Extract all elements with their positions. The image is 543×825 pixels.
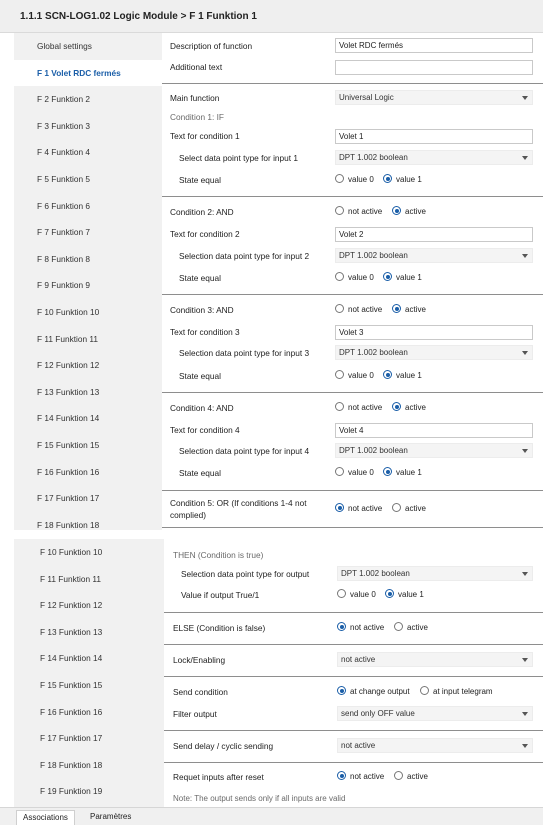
separator: [162, 392, 543, 393]
sidebar-item-label: F 17 Funktion 17: [37, 493, 100, 504]
sidebar-item[interactable]: [14, 272, 162, 298]
sidebar-item[interactable]: [14, 60, 162, 86]
radio-on-icon: [392, 304, 401, 313]
sidebar-top: [14, 33, 162, 530]
sidebar-item-label: F 8 Funktion 8: [37, 253, 91, 264]
output-dpt-label: Selection data point type for output: [181, 569, 310, 579]
requet-active-radio[interactable]: [394, 770, 428, 784]
condition3-text-label: Text for condition 3: [170, 327, 240, 337]
else-active-radio[interactable]: [394, 621, 428, 635]
output-dpt-value: DPT 1.002 boolean: [341, 569, 410, 578]
condition4-label: Condition 4: AND: [170, 403, 234, 413]
condition1-text-input[interactable]: Volet 1: [335, 129, 533, 144]
radio-label: not active: [350, 772, 385, 781]
sidebar-item[interactable]: [14, 193, 162, 219]
radio-label: value 1: [398, 590, 424, 599]
sidebar-item-label: F 19 Funktion 19: [40, 786, 103, 797]
condition3-value0-radio[interactable]: [335, 369, 374, 383]
sidebar-item[interactable]: [14, 619, 164, 645]
radio-label: value 1: [396, 175, 422, 184]
sidebar-item[interactable]: [14, 139, 162, 165]
condition2-dpt-value: DPT 1.002 boolean: [339, 251, 408, 260]
output-note: Note: The output sends only if all inputs are valid: [173, 794, 346, 803]
main-function-value: Universal Logic: [339, 93, 394, 102]
radio-label: active: [405, 305, 426, 314]
sidebar-item-label: F 12 Funktion 12: [40, 600, 103, 611]
condition2-not-active-radio[interactable]: [335, 205, 382, 219]
additional-text-input[interactable]: [335, 60, 533, 75]
condition1-dpt-value: DPT 1.002 boolean: [339, 153, 408, 162]
sidebar-item[interactable]: [14, 299, 162, 325]
sidebar-item[interactable]: [14, 219, 162, 245]
radio-on-icon: [392, 402, 401, 411]
filter-output-select[interactable]: [337, 706, 533, 721]
sidebar-item-label: F 1 Volet RDC fermés: [37, 67, 121, 78]
sidebar-item[interactable]: [14, 352, 162, 378]
radio-off-icon: [335, 402, 344, 411]
radio-off-icon: [335, 206, 344, 215]
send-at-change-radio[interactable]: [337, 685, 410, 699]
radio-on-icon: [383, 467, 392, 476]
output-dpt-select[interactable]: [337, 566, 533, 581]
separator: [162, 83, 543, 84]
chevron-down-icon: [522, 254, 528, 258]
additional-text-label: Additional text: [170, 62, 223, 72]
condition2-dpt-select[interactable]: [335, 248, 533, 263]
tab-parametres[interactable]: Paramètres: [90, 812, 132, 821]
window-header: [0, 0, 543, 33]
send-at-input-radio[interactable]: [420, 685, 493, 699]
sidebar-item-label: F 16 Funktion 16: [37, 466, 100, 477]
radio-label: value 0: [350, 590, 376, 599]
sidebar-item-label: F 14 Funktion 14: [40, 653, 103, 664]
condition1-text-label: Text for condition 1: [170, 131, 240, 141]
sidebar-item-label: F 11 Funktion 11: [40, 573, 102, 584]
parameters-panel-top: [162, 33, 543, 530]
radio-label: active: [405, 207, 426, 216]
bottom-tab-bar: [0, 807, 543, 825]
radio-off-icon: [392, 503, 401, 512]
sidebar-item[interactable]: [14, 539, 164, 565]
separator: [164, 612, 543, 613]
radio-on-icon: [337, 686, 346, 695]
condition4-state-label: State equal: [179, 468, 221, 478]
sidebar-item-label: F 16 Funktion 16: [40, 706, 103, 717]
sidebar-item[interactable]: [14, 379, 162, 405]
lock-label: Lock/Enabling: [173, 655, 226, 665]
sidebar-item[interactable]: [14, 326, 162, 352]
description-label: Description of function: [170, 41, 253, 51]
chevron-down-icon: [522, 744, 528, 748]
sidebar-item-label: F 18 Funktion 18: [40, 759, 103, 770]
condition3-active-radio[interactable]: [392, 303, 426, 317]
chevron-down-icon: [522, 658, 528, 662]
condition4-dpt-select[interactable]: [335, 443, 533, 458]
sidebar-item[interactable]: [14, 645, 164, 671]
condition1-state-label: State equal: [179, 175, 221, 185]
sidebar-item[interactable]: [14, 405, 162, 431]
radio-label: value 0: [348, 175, 374, 184]
sidebar-item-label: F 15 Funktion 15: [37, 440, 100, 450]
radio-label: value 0: [348, 468, 374, 477]
sidebar-item-label: F 12 Funktion 12: [37, 360, 100, 371]
condition4-text-input[interactable]: Volet 4: [335, 423, 533, 438]
condition4-not-active-radio[interactable]: [335, 401, 382, 415]
radio-label: active: [407, 623, 428, 632]
chevron-down-icon: [522, 449, 528, 453]
separator: [162, 196, 543, 197]
condition2-active-radio[interactable]: [392, 205, 426, 219]
sidebar-item-label: F 13 Funktion 13: [40, 626, 103, 637]
requet-inputs-label: Requet inputs after reset: [173, 772, 264, 782]
output-value1-radio[interactable]: [385, 588, 424, 602]
radio-label: at input telegram: [433, 687, 493, 696]
radio-off-icon: [420, 686, 429, 695]
filter-output-label: Filter output: [173, 709, 217, 719]
condition5-not-active-radio[interactable]: [335, 502, 382, 516]
radio-label: not active: [348, 403, 383, 412]
radio-label: value 1: [396, 371, 422, 380]
radio-on-icon: [383, 174, 392, 183]
section-gap: [0, 530, 543, 539]
radio-label: value 1: [396, 468, 422, 477]
send-delay-select[interactable]: [337, 738, 533, 753]
separator: [162, 490, 543, 491]
sidebar-item[interactable]: [14, 725, 164, 751]
radio-label: value 0: [348, 273, 374, 282]
sidebar-item-label: F 9 Funktion 9: [37, 280, 91, 291]
separator: [162, 527, 543, 528]
sidebar-item[interactable]: [14, 166, 162, 192]
page-title: 1.1.1 SCN-LOG1.02 Logic Module > F 1 Funktion 1: [20, 11, 257, 22]
sidebar-item[interactable]: [14, 485, 162, 511]
radio-label: value 1: [396, 273, 422, 282]
condition4-text-label: Text for condition 4: [170, 425, 240, 435]
sidebar-item[interactable]: [14, 246, 162, 272]
chevron-down-icon: [522, 712, 528, 716]
radio-label: not active: [350, 623, 385, 632]
condition4-value1-radio[interactable]: [383, 466, 422, 480]
else-label: ELSE (Condition is false): [173, 623, 266, 633]
sidebar-item-label: Global settings: [37, 41, 92, 51]
lock-select[interactable]: [337, 652, 533, 667]
condition2-text-input[interactable]: Volet 2: [335, 227, 533, 242]
condition4-dpt-label: Selection data point type for input 4: [179, 446, 310, 456]
radio-off-icon: [394, 622, 403, 631]
sidebar-item-label: F 17 Funktion 17: [40, 733, 103, 744]
condition3-dpt-select[interactable]: [335, 345, 533, 360]
sidebar-item-label: F 6 Funktion 6: [37, 200, 91, 211]
condition1-value1-radio[interactable]: [383, 173, 422, 187]
chevron-down-icon: [522, 351, 528, 355]
sidebar-item[interactable]: [14, 752, 164, 778]
sidebar-item[interactable]: [14, 592, 164, 618]
lock-value: not active: [341, 655, 376, 664]
radio-on-icon: [337, 622, 346, 631]
condition2-dpt-label: Selection data point type for input 2: [179, 251, 310, 261]
condition4-active-radio[interactable]: [392, 401, 426, 415]
condition5-label-line1: Condition 5: OR (If conditions 1-4 not: [170, 498, 307, 508]
main-function-label: Main function: [170, 93, 220, 103]
separator: [162, 294, 543, 295]
separator: [164, 644, 543, 645]
sidebar-item-label: F 18 Funktion 18: [37, 519, 100, 530]
parameters-panel-bottom: [164, 539, 543, 807]
else-not-active-radio[interactable]: [337, 621, 384, 635]
condition2-value0-radio[interactable]: [335, 271, 374, 285]
radio-off-icon: [335, 467, 344, 476]
radio-label: not active: [348, 207, 383, 216]
tab-associations[interactable]: Associations: [16, 810, 75, 825]
radio-off-icon: [335, 174, 344, 183]
radio-on-icon: [392, 206, 401, 215]
condition2-state-label: State equal: [179, 273, 221, 283]
sidebar-item[interactable]: [14, 566, 164, 592]
condition1-heading: Condition 1: IF: [170, 112, 224, 122]
condition3-label: Condition 3: AND: [170, 305, 234, 315]
chevron-down-icon: [522, 156, 528, 160]
condition3-dpt-label: Selection data point type for input 3: [179, 348, 310, 358]
sidebar-item-label: F 11 Funktion 11: [37, 333, 99, 344]
radio-label: not active: [348, 504, 383, 513]
chevron-down-icon: [522, 572, 528, 576]
condition5-active-radio[interactable]: [392, 502, 426, 516]
sidebar-item-label: F 2 Funktion 2: [37, 94, 91, 105]
sidebar-item[interactable]: [14, 33, 162, 59]
sidebar-item-label: F 14 Funktion 14: [37, 413, 100, 424]
radio-label: active: [407, 772, 428, 781]
requet-not-active-radio[interactable]: [337, 770, 384, 784]
sidebar-item-label: F 15 Funktion 15: [40, 680, 103, 690]
radio-label: active: [405, 403, 426, 412]
radio-label: value 0: [348, 371, 374, 380]
chevron-down-icon: [522, 96, 528, 100]
sidebar-item-label: F 10 Funktion 10: [40, 547, 103, 557]
separator: [164, 730, 543, 731]
radio-label: at change output: [350, 687, 410, 696]
radio-on-icon: [385, 589, 394, 598]
sidebar-item[interactable]: [14, 432, 162, 458]
radio-on-icon: [337, 771, 346, 780]
condition3-text-input[interactable]: Volet 3: [335, 325, 533, 340]
sidebar-item-label: F 4 Funktion 4: [37, 147, 91, 158]
condition4-value0-radio[interactable]: [335, 466, 374, 480]
main-function-select[interactable]: [335, 90, 533, 105]
condition4-dpt-value: DPT 1.002 boolean: [339, 446, 408, 455]
radio-on-icon: [383, 370, 392, 379]
sidebar-item-label: F 10 Funktion 10: [37, 307, 100, 317]
sidebar-item[interactable]: [14, 113, 162, 139]
sidebar-item[interactable]: [14, 778, 164, 804]
radio-label: active: [405, 504, 426, 513]
radio-off-icon: [394, 771, 403, 780]
send-condition-label: Send condition: [173, 687, 228, 697]
condition2-text-label: Text for condition 2: [170, 229, 240, 239]
sidebar-item[interactable]: [14, 672, 164, 698]
condition1-dpt-label: Select data point type for input 1: [179, 153, 299, 163]
condition1-dpt-select[interactable]: [335, 150, 533, 165]
radio-label: not active: [348, 305, 383, 314]
output-true-label: Value if output True/1: [181, 590, 260, 600]
condition2-label: Condition 2: AND: [170, 207, 234, 217]
condition3-dpt-value: DPT 1.002 boolean: [339, 348, 408, 357]
description-input[interactable]: Volet RDC fermés: [335, 38, 533, 53]
sidebar-item[interactable]: [14, 86, 162, 112]
send-delay-value: not active: [341, 741, 376, 750]
sidebar-item-label: F 3 Funktion 3: [37, 120, 91, 131]
sidebar-bottom: [14, 539, 164, 807]
radio-off-icon: [335, 272, 344, 281]
condition5-label-line2: complied): [170, 510, 206, 520]
send-delay-label: Send delay / cyclic sending: [173, 741, 274, 751]
separator: [164, 676, 543, 677]
condition3-not-active-radio[interactable]: [335, 303, 382, 317]
condition3-value1-radio[interactable]: [383, 369, 422, 383]
sidebar-item-label: F 5 Funktion 5: [37, 174, 91, 184]
sidebar-item[interactable]: [14, 459, 162, 485]
radio-on-icon: [383, 272, 392, 281]
sidebar-item-label: F 13 Funktion 13: [37, 386, 100, 397]
sidebar-item-label: F 7 Funktion 7: [37, 227, 91, 238]
condition2-value1-radio[interactable]: [383, 271, 422, 285]
filter-output-value: send only OFF value: [341, 709, 415, 718]
radio-off-icon: [337, 589, 346, 598]
radio-off-icon: [335, 304, 344, 313]
separator: [164, 762, 543, 763]
sidebar-item[interactable]: [14, 699, 164, 725]
output-value0-radio[interactable]: [337, 588, 376, 602]
radio-off-icon: [335, 370, 344, 379]
radio-on-icon: [335, 503, 344, 512]
then-heading: THEN (Condition is true): [173, 550, 264, 560]
condition1-value0-radio[interactable]: [335, 173, 374, 187]
condition3-state-label: State equal: [179, 371, 221, 381]
